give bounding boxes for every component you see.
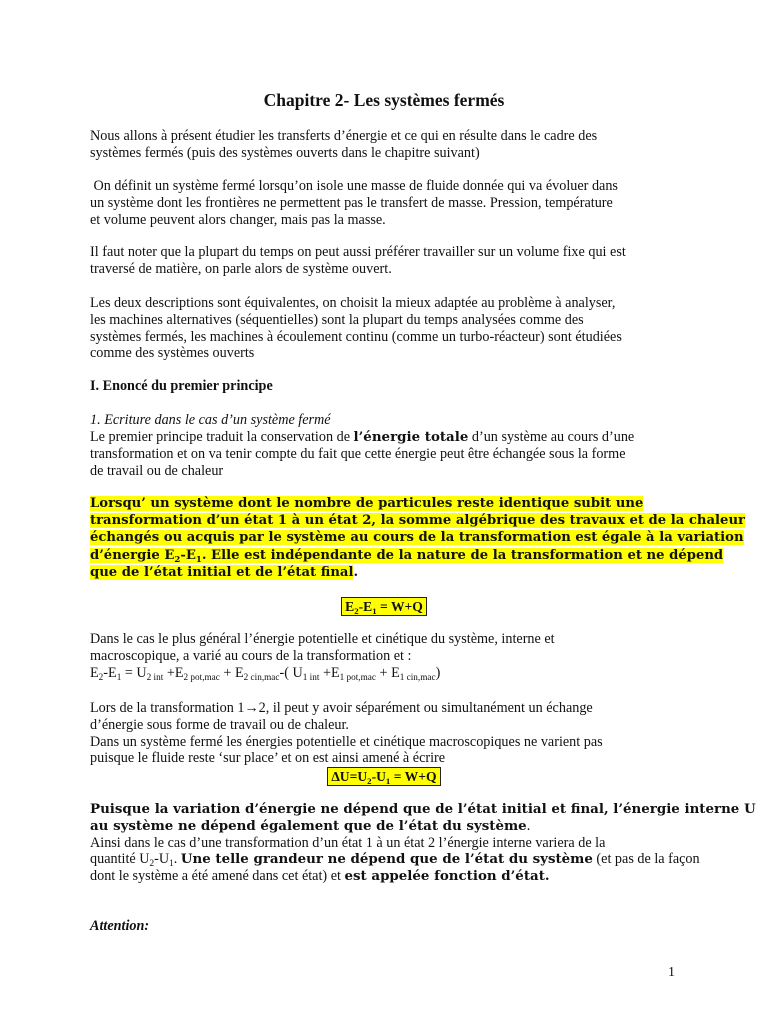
text-line: Ainsi dans le cas d’une transformation d’un état 1 à un état 2 l’énergie interne variera de la [90,834,606,851]
text-line: que de l’état initial et de l’état final. [90,563,359,580]
transformation-paragraph [90,700,715,767]
text-line: Il faut noter que la plupart du temps on peut aussi préférer travailler sur un volume fixe qui est [90,244,626,260]
text-line: traversé de matière, on parle alors de système ouvert. [90,260,392,277]
equation-internal-energy: $\Delta U=U_2-U_1 = W+Q$ [0,767,768,786]
text-line: d’énergie $E_2-E_1$. Elle est indépendante de la nature de la transformation et ne dépend [90,547,724,565]
text-line: puisque le fluide reste ‘sur place’ et on est ainsi amené à écrire [90,750,446,767]
text-line: Lorsqu’ un système dont le nombre de particules reste identique subit une [90,496,644,511]
text-line: Puisque la variation d’énergie ne dépend que de l’état initial et final, l’énergie interne U [90,801,756,817]
note-paragraph [90,244,715,278]
text-line: On définit un système fermé lorsqu’on isole une masse de fluide donnée qui va évoluer dans [90,178,618,194]
text-line: macroscopique, a varié au cours de la transformation et : [90,647,412,664]
text-line: échangés ou acquis par le système au cours de la transformation est égale à la variation [90,530,744,546]
general-equation: $E_2-E_1 = U_{2 int} +E_{2 pot,mac} + E_{2 cin,mac}-$( $U_{1 int} +E_{1 pot,mac} + E_{1 cin,mac}$) [90,664,441,682]
chapter-title: Chapitre 2- Les systèmes fermés [263,90,505,110]
general-paragraph [90,631,715,681]
text-line: dont le système a été amené dans cet état) et est appelée fonction d’état. [90,868,550,885]
text-line: comme des systèmes ouverts [90,345,255,362]
text-line: d’énergie sous forme de travail ou de chaleur. [90,716,349,733]
text-line: transformation d’un état 1 à un état 2, la somme algébrique des travaux et de la chaleur [90,513,745,529]
highlighted-statement [90,495,745,581]
text-line: Nous allons à présent étudier les transferts d’énergie et ce qui en résulte dans le cadre des [90,128,598,144]
text-line: un système dont les frontières ne permettent pas le transfert de masse. Pression, température [90,194,613,211]
text-line: Les deux descriptions sont équivalentes, on choisit la mieux adaptée au problème à analyser, [90,295,616,311]
intro-paragraph [90,128,715,162]
subsection-heading: 1. Ecriture dans le cas d’un système fermé [90,412,331,428]
page-number: 1 [668,965,675,980]
text-line: quantité $U_2-U_1$. Une telle grandeur ne dépend que de l’état du système (et pas de la façon [90,851,700,869]
text-line: de travail ou de chaleur [90,462,224,479]
text-line: systèmes fermés (puis des systèmes ouverts dans le chapitre suivant) [90,144,480,161]
descriptions-paragraph [90,295,715,362]
principle-paragraph [90,429,715,479]
text-line: Lors de la transformation 1→2, il peut y avoir séparément ou simultanément un échange [90,700,593,716]
text-line: systèmes fermés, les machines à écoulement continu (comme un turbo-réacteur) sont étudiées [90,328,622,345]
text-line: transformation et on va tenir compte du fait que cette énergie peut être échangée sous la forme [90,445,626,462]
equation-energy-balance: $E_2-E_1 = W+Q$ [0,597,768,616]
text-line: et volume peuvent alors changer, mais pas la masse. [90,211,386,228]
text-line: au système ne dépend également que de l’état du système. [90,817,531,834]
section-heading: I. Enoncé du premier principe [90,378,273,394]
text-line: Dans le cas le plus général l’énergie potentielle et cinétique du système, interne et [90,631,555,647]
text-line: Le premier principe traduit la conservation de l’énergie totale d’un système au cours d’une [90,429,635,445]
conclusion-paragraph [90,801,756,885]
definition-paragraph [90,178,715,228]
attention-label: Attention: [90,918,150,934]
text-line: les machines alternatives (séquentielles) sont la plupart du temps analysées comme des [90,311,584,328]
text-line: Dans un système fermé les énergies potentielle et cinétique macroscopiques ne varient pas [90,733,603,750]
